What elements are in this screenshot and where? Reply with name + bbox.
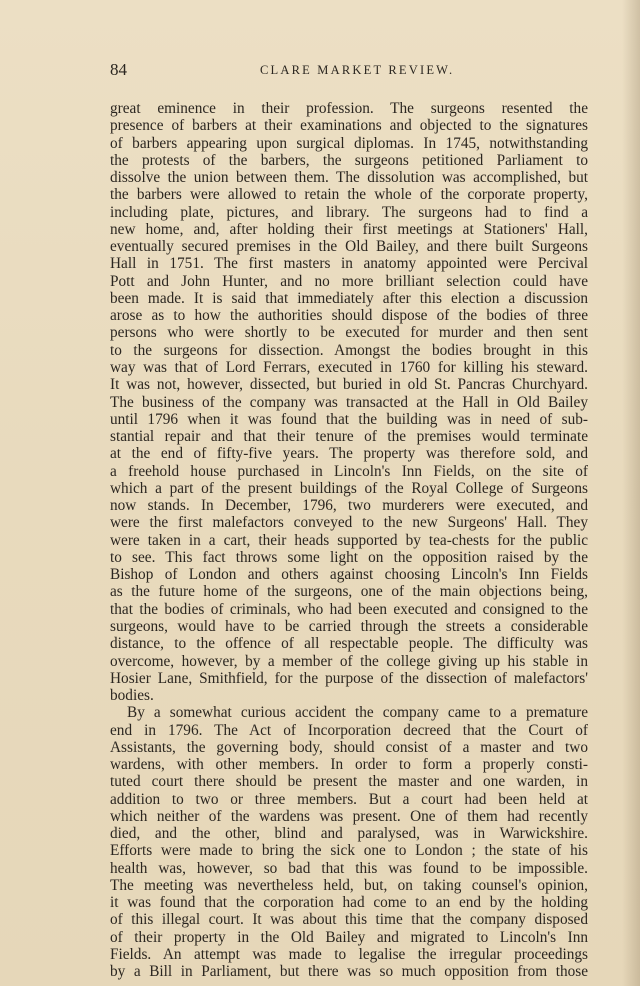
text-line: at the end of fifty-five years. The property was therefore sold, and xyxy=(110,445,588,463)
text-line: health was, however, so bad that this was found to be impossible. xyxy=(110,859,588,877)
text-line: Hall in 1751. The first masters in anatomy appointed were Percival xyxy=(110,255,588,273)
text-line: tuted court there should be present the master and one warden, in xyxy=(110,773,588,791)
text-line: of barbers appearing upon surgical diplomas. In 1745, notwithstanding xyxy=(110,134,588,152)
text-line: bodies. xyxy=(110,687,154,705)
text-line: were the first malefactors conveyed to the new Surgeons' Hall. They xyxy=(110,514,588,532)
text-line: including plate, pictures, and library. The surgeons had to find a xyxy=(110,203,588,221)
text-line: Efforts were made to bring the sick one to London ; the state of his xyxy=(110,842,588,860)
text-line: overcome, however, by a member of the college giving up his stable in xyxy=(110,652,588,670)
text-line: it was found that the corporation had come to an end by the holding xyxy=(110,894,588,912)
text-line: The business of the company was transacted at the Hall in Old Bailey xyxy=(110,393,588,411)
text-line: were taken in a cart, their heads supported by tea-chests for the public xyxy=(110,531,588,549)
text-line: new home, and, after holding their first meetings at Stationers' Hall, xyxy=(110,220,588,238)
text-line: distance, to the offence of all respectable people. The difficulty was xyxy=(110,635,588,653)
text-line: which a part of the present buildings of the Royal College of Surgeons xyxy=(110,479,588,497)
text-line: the barbers were allowed to retain the whole of the corporate property, xyxy=(110,186,588,204)
text-line: been made. It is said that immediately after this election a discussion xyxy=(110,289,588,307)
running-title: CLARE MARKET REVIEW. xyxy=(260,63,455,77)
text-line: died, and the other, blind and paralysed, was in Warwickshire. xyxy=(110,825,588,843)
body-text xyxy=(110,100,588,981)
page-header xyxy=(110,60,588,80)
text-line: end in 1796. The Act of Incorporation decreed that the Court of xyxy=(110,721,588,739)
text-line: Assistants, the governing body, should consist of a master and two xyxy=(110,738,588,756)
text-line: wardens, with other members. In order to form a properly consti- xyxy=(110,756,588,774)
text-line: stantial repair and that their tenure of the premises would terminate xyxy=(110,428,588,446)
text-line: eventually secured premises in the Old Bailey, and there built Surgeons xyxy=(110,238,588,256)
text-line: as the future home of the surgeons, one of the main objections being, xyxy=(110,583,588,601)
text-line: that the bodies of criminals, who had been executed and consigned to the xyxy=(110,600,588,618)
text-line: It was not, however, dissected, but buried in old St. Pancras Churchyard. xyxy=(110,376,588,394)
text-line: Fields. An attempt was made to legalise the irregular proceedings xyxy=(110,946,588,964)
text-line: great eminence in their profession. The surgeons resented the xyxy=(110,100,588,117)
text-line: By a somewhat curious accident the company came to a premature xyxy=(127,704,588,722)
text-line: dissolve the union between them. The dissolution was accomplished, but xyxy=(110,169,588,187)
text-line: Pott and John Hunter, and no more brilliant selection could have xyxy=(110,272,588,290)
text-line: the protests of the barbers, the surgeons petitioned Parliament to xyxy=(110,151,588,169)
page-edge-shadow xyxy=(622,0,640,986)
text-line: The meeting was nevertheless held, but, on taking counsel's opinion, xyxy=(110,876,588,894)
text-line: by a Bill in Parliament, but there was so much opposition from those xyxy=(110,963,588,981)
text-line: of this illegal court. It was about this time that the company disposed xyxy=(110,911,588,929)
text-line: a freehold house purchased in Lincoln's Inn Fields, on the site of xyxy=(110,462,588,480)
text-line: now stands. In December, 1796, two murderers were executed, and xyxy=(110,497,588,515)
text-line: to see. This fact throws some light on the opposition raised by the xyxy=(110,548,588,566)
text-line: Bishop of London and others against choosing Lincoln's Inn Fields xyxy=(110,566,588,584)
page-number: 84 xyxy=(110,60,127,79)
text-line: arose as to how the authorities should dispose of the bodies of three xyxy=(110,307,588,325)
text-line: surgeons, would have to be carried through the streets a considerable xyxy=(110,617,588,635)
text-line: Hosier Lane, Smithfield, for the purpose of the dissection of malefactors' xyxy=(110,669,588,687)
text-line: of their property in the Old Bailey and migrated to Lincoln's Inn xyxy=(110,928,588,946)
text-line: which neither of the wardens was present. One of them had recently xyxy=(110,807,588,825)
text-line: until 1796 when it was found that the building was in need of sub- xyxy=(110,410,588,428)
text-line: way was that of Lord Ferrars, executed in 1760 for killing his steward. xyxy=(110,358,588,376)
text-line: presence of barbers at their examinations and objected to the signatures xyxy=(110,117,588,135)
text-line: to the surgeons for dissection. Amongst the bodies brought in this xyxy=(110,341,588,359)
text-line: addition to two or three members. But a court had been held at xyxy=(110,790,588,808)
text-line: persons who were shortly to be executed for murder and then sent xyxy=(110,324,588,342)
